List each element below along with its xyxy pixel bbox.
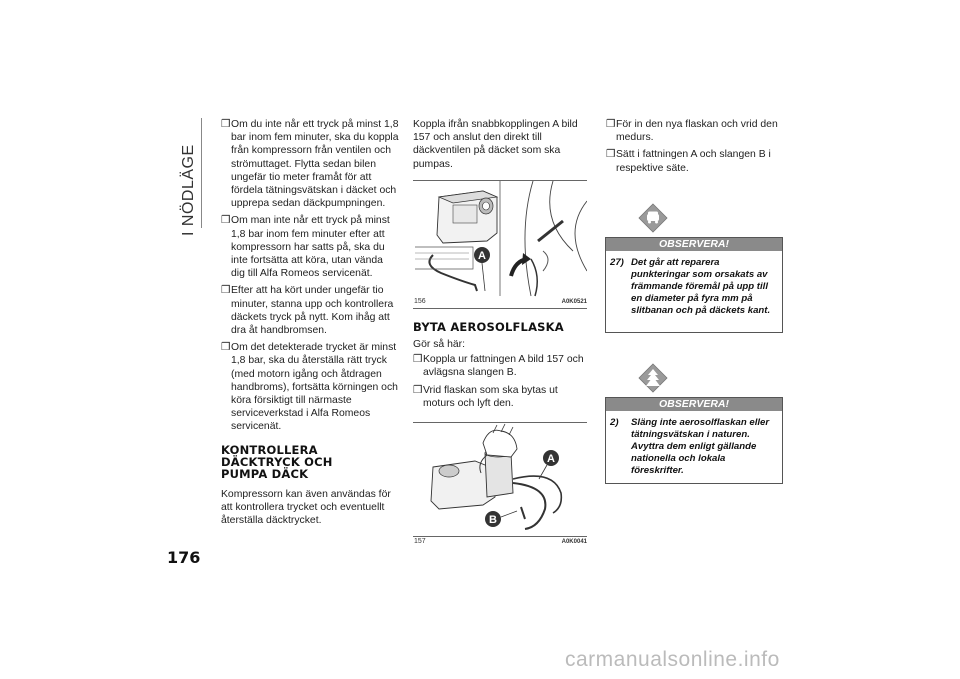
svg-text:I NÖDLÄGE: I NÖDLÄGE xyxy=(180,144,197,236)
checkbox-bullet-icon: ❒ xyxy=(413,384,423,396)
checkbox-bullet-icon: ❒ xyxy=(221,215,231,227)
section-divider xyxy=(201,118,202,228)
section-title xyxy=(174,118,200,238)
figure-157-number: 157 xyxy=(414,538,426,545)
warning-title: OBSERVERA! xyxy=(606,398,782,411)
svg-text:B: B xyxy=(489,514,497,526)
bullet-text: Vrid flaskan som ska bytas ut moturs och lyft den. xyxy=(423,384,558,409)
warning-item-number: 27) xyxy=(610,257,624,268)
column-1-bullets xyxy=(221,118,399,434)
bullet-item xyxy=(221,341,399,433)
bullet-text: Om det detekterade trycket är minst 1,8 bar, ska du återställa rätt tryck (med motorn igång och åtdragen handbroms), fortsätta körningen och köra försiktigt till närmaste serviceverkstad i Alfa Romeos servicenät. xyxy=(231,342,398,433)
column-2-body xyxy=(413,321,585,414)
warning-item xyxy=(610,417,778,477)
bullet-item xyxy=(221,284,399,337)
bullet-item xyxy=(606,118,782,144)
figure-157-code: A0K0041 xyxy=(561,539,587,545)
column-3-bullets xyxy=(606,118,782,175)
lead-text: Gör så här: xyxy=(413,339,465,350)
column-2-intro xyxy=(413,118,585,171)
bullet-text: Om man inte når ett tryck på minst 1,8 bar inom fem minuter efter att kompressorn har satts på, ska du inte fortsätta att köra, utan vända dig till Alfa Romeos servicenät. xyxy=(231,215,390,280)
aerosol-bottle-illustration xyxy=(413,423,587,536)
column-3 xyxy=(606,118,782,179)
checkbox-bullet-icon: ❒ xyxy=(606,149,616,161)
car-skid-warning-icon xyxy=(638,203,668,233)
bullet-item xyxy=(221,214,399,280)
heading-replace-aerosol: BYTA AEROSOLFLASKA xyxy=(413,320,564,334)
compressor-valve-illustration xyxy=(413,181,587,308)
figure-157 xyxy=(413,422,587,545)
checkbox-bullet-icon: ❒ xyxy=(606,119,616,130)
checkbox-bullet-icon: ❒ xyxy=(221,285,231,297)
bullet-text: För in den nya flaskan och vrid den medurs. xyxy=(616,119,778,144)
bullet-text: Om du inte når ett tryck på minst 1,8 bar inom fem minuter, ska du koppla från kompressorn från ventilen och strömuttaget. Flytta sedan bilen ungefär tio meter framåt för att fördela tätningsvätskan i däcket och upprepa sedan däckpumpningen. xyxy=(231,119,399,210)
figure-156-code: A0K0521 xyxy=(561,299,587,305)
figure-156 xyxy=(413,180,587,309)
compressor-paragraph: Kompressorn kan även användas för att kontrollera trycket och eventuellt återställa däcktrycket. xyxy=(221,488,391,527)
bullet-text: Sätt i fattningen A och slangen B i respektive säte. xyxy=(616,149,771,174)
checkbox-bullet-icon: ❒ xyxy=(221,342,231,354)
warning-item-text: Det går att reparera punkteringar som orsakats av främmande föremål på upp till en diameter på fyra mm på slitbanan och på däckets kant. xyxy=(631,257,771,316)
bullet-text: Koppla ur fattningen A bild 157 och avlägsna slangen B. xyxy=(423,354,584,379)
warning-item-text: Släng inte aerosolflaskan eller tätningsvätskan i naturen. Avyttra dem enligt gällande nationella och lokala föreskrifter. xyxy=(631,417,770,476)
warning-title: OBSERVERA! xyxy=(606,238,782,251)
warning-item xyxy=(610,257,778,317)
column-2-bullets xyxy=(413,353,585,410)
warning-box-puncture xyxy=(605,237,783,333)
checkbox-bullet-icon: ❒ xyxy=(413,354,423,366)
svg-text:A: A xyxy=(478,250,486,262)
warning-item-number: 2) xyxy=(610,417,619,428)
column-1 xyxy=(221,118,399,527)
intro-paragraph: Koppla ifrån snabbkopplingen A bild 157 och anslut den direkt till däckventilen på däcket som ska pumpas. xyxy=(413,119,578,170)
page-number: 176 xyxy=(167,548,201,567)
bullet-item xyxy=(221,118,399,210)
bullet-text: Efter att ha kört under ungefär tio minuter, stanna upp och kontrollera däckets tryck på nytt. Kom ihåg att dra åt handbromsen. xyxy=(231,285,394,337)
section-title-vertical xyxy=(174,118,200,238)
figure-156-number: 156 xyxy=(414,298,426,305)
bullet-item xyxy=(413,353,585,379)
checkbox-bullet-icon: ❒ xyxy=(221,119,231,130)
environment-warning-icon xyxy=(638,363,668,393)
bullet-item xyxy=(606,148,782,174)
warning-box-disposal xyxy=(605,397,783,484)
bullet-item xyxy=(413,384,585,410)
watermark: carmanualsonline.info xyxy=(565,648,780,671)
svg-text:A: A xyxy=(547,453,555,465)
heading-check-pressure: KONTROLLERA DÄCKTRYCK OCH PUMPA DÄCK xyxy=(221,442,333,481)
